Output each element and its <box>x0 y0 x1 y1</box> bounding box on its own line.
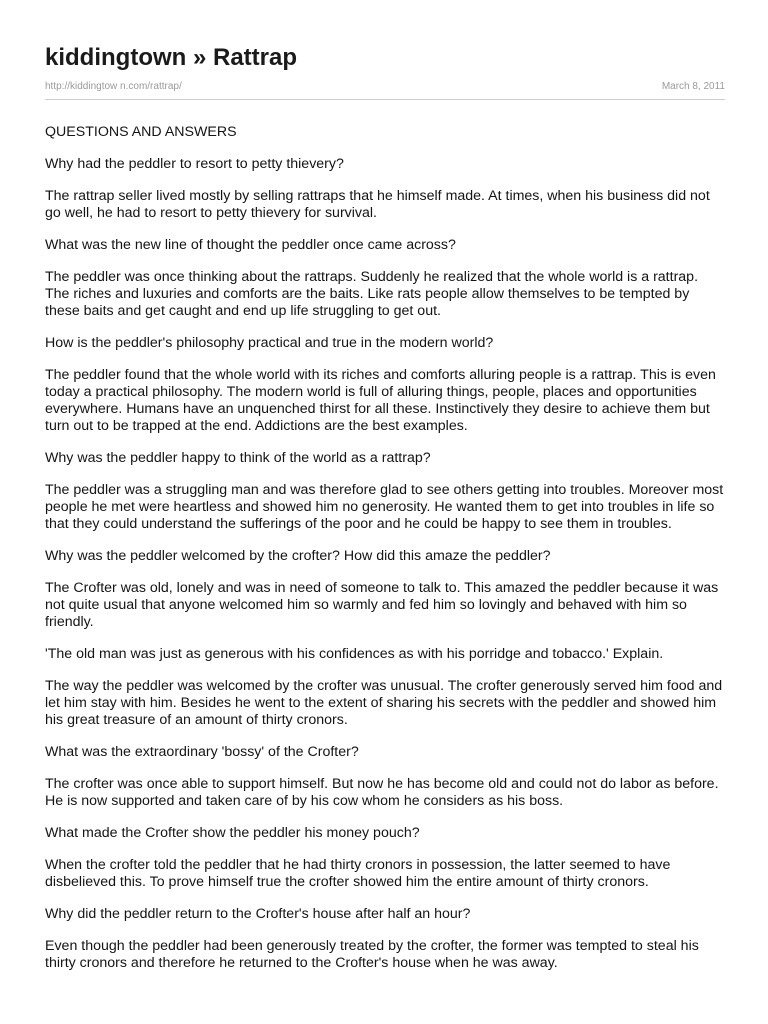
answer: The peddler was a struggling man and was therefore glad to see others getting into troubles. Moreover most people he met were heartless and showed him no generosity. He wanted them to get into troubles in life so that they could understand the sufferings of the poor and he could be happy to see them in troubles. <box>45 482 724 532</box>
question: How is the peddler's philosophy practical and true in the modern world? <box>45 335 494 351</box>
question: 'The old man was just as generous with his confidences as with his porridge and tobacco.' Explain. <box>45 646 664 662</box>
article-body <box>45 124 725 972</box>
answer: The crofter was once able to support himself. But now he has become old and could not do labor as before. He is now supported and taken care of by his cow whom he considers as his boss. <box>45 776 719 809</box>
section-heading: QUESTIONS AND ANSWERS <box>45 124 237 140</box>
page-meta <box>45 81 725 100</box>
question: What was the new line of thought the peddler once came across? <box>45 237 456 253</box>
answer: The Crofter was old, lonely and was in need of someone to talk to. This amazed the peddler because it was not quite usual that anyone welcomed him so warmly and fed him so lovingly and behaved with him so friendly. <box>45 580 719 630</box>
answer: The rattrap seller lived mostly by selling rattraps that he himself made. At times, when his business did not go well, he had to resort to petty thievery for survival. <box>45 188 710 221</box>
question: Why was the peddler happy to think of the world as a rattrap? <box>45 450 431 466</box>
question: What made the Crofter show the peddler his money pouch? <box>45 825 420 841</box>
question: Why had the peddler to resort to petty thievery? <box>45 156 344 172</box>
document-page <box>45 0 725 987</box>
page-title: kiddingtown » Rattrap <box>45 44 297 71</box>
question: What was the extraordinary 'bossy' of the Crofter? <box>45 744 359 760</box>
question: Why did the peddler return to the Crofter's house after half an hour? <box>45 906 471 922</box>
publish-date: March 8, 2011 <box>661 81 725 92</box>
answer: The peddler found that the whole world with its riches and comforts alluring people is a rattrap. This is even today a practical philosophy. The modern world is full of alluring things, people, places and opportunities everywhere. Humans have an unquenched thirst for all these. Instinctively they desire to achieve them but turn out to be trapped at the end. Addictions are the best examples. <box>45 367 716 434</box>
answer: When the crofter told the peddler that he had thirty cronors in possession, the latter seemed to have disbelieved this. To prove himself true the crofter showed him the entire amount of thirty cronors. <box>45 857 671 890</box>
question: Why was the peddler welcomed by the crofter? How did this amaze the peddler? <box>45 548 551 564</box>
answer: The peddler was once thinking about the rattraps. Suddenly he realized that the whole world is a rattrap. The riches and luxuries and comforts are the baits. Like rats people allow themselves to be tempted by these baits and get caught and end up life struggling to get out. <box>45 269 699 319</box>
source-url: http://kiddingtow n.com/rattrap/ <box>45 81 182 92</box>
answer: The way the peddler was welcomed by the crofter was unusual. The crofter generously served him food and let him stay with him. Besides he went to the extent of sharing his secrets with the peddler and showed him his great treasure of an amount of thirty cronors. <box>45 678 723 728</box>
answer: Even though the peddler had been generously treated by the crofter, the former was tempted to steal his thirty cronors and therefore he returned to the Crofter's house when he was away. <box>45 938 699 971</box>
